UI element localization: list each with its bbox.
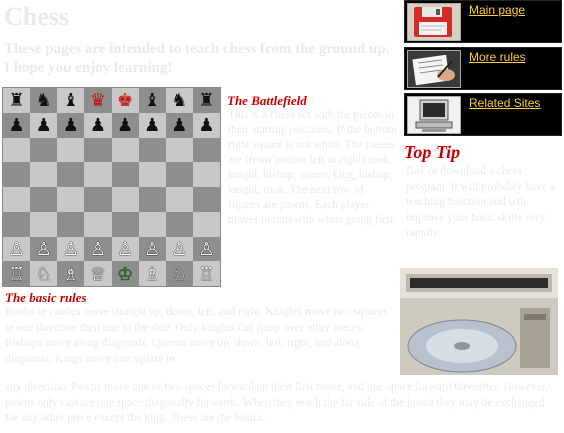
chess-piece: ♙ xyxy=(144,238,161,259)
board-square xyxy=(139,187,166,212)
chess-piece: ♟ xyxy=(171,115,188,136)
board-square xyxy=(30,212,57,237)
chess-piece: ♚ xyxy=(116,90,134,111)
board-square xyxy=(166,187,193,212)
board-square xyxy=(139,212,166,237)
chess-piece: ♟ xyxy=(144,115,161,136)
board-square xyxy=(30,88,57,113)
board-square xyxy=(3,212,30,237)
top-tip-text: Buy or download a chess program. It will probably have a teaching function and will improve your basic skills very rapidly. xyxy=(406,165,555,239)
chess-piece: ♟ xyxy=(62,115,79,136)
board-square xyxy=(193,237,220,262)
board-square xyxy=(112,187,139,212)
chess-piece: ♙ xyxy=(116,238,134,259)
chess-piece: ♟ xyxy=(8,115,25,136)
hand-writing-icon xyxy=(407,50,461,88)
page-title: Chess xyxy=(4,2,70,31)
chess-piece: ♕ xyxy=(89,263,106,284)
board-square xyxy=(193,261,220,286)
top-tip-heading: Top Tip xyxy=(404,142,461,162)
basic-rules-text: Rooks or castles move straight up, down, left, and right. Knights move two squares in one direction then one to the side. Only knights can jump over other pieces. Bishops move along diagonals. Queens move up, down, left, right, and along diagonals. Kings move one square in xyxy=(5,306,388,365)
board-square xyxy=(166,162,193,187)
board-square xyxy=(193,88,220,113)
board-square xyxy=(57,212,84,237)
chess-piece: ♟ xyxy=(198,115,215,136)
board-square xyxy=(166,237,193,262)
chess-piece: ♟ xyxy=(35,115,52,136)
board-square xyxy=(84,113,111,138)
board-square xyxy=(30,237,57,262)
board-square xyxy=(57,138,84,163)
chess-piece: ♙ xyxy=(62,238,79,259)
board-square xyxy=(112,261,139,286)
board-square xyxy=(57,88,84,113)
board-square xyxy=(112,212,139,237)
chess-piece: ♗ xyxy=(144,263,161,284)
battlefield-text: This is a chess set with the pieces in their starting positions. If the bottom right square is not white. The pieces are (from bottom left to right) rook, knight, bishop, queen, king, bishop, knight, rook. The next row of figures are pawns. Each player moves in turn with white going first. xyxy=(228,109,397,226)
chess-piece: ♞ xyxy=(35,90,52,111)
board-square xyxy=(57,162,84,187)
chess-piece: ♟ xyxy=(89,115,106,136)
board-square xyxy=(84,237,111,262)
board-square xyxy=(112,138,139,163)
floppy-disk-icon xyxy=(407,3,461,41)
board-square xyxy=(3,187,30,212)
board-square xyxy=(84,88,111,113)
board-square xyxy=(57,113,84,138)
board-square xyxy=(112,113,139,138)
cd-drive-icon xyxy=(400,268,558,375)
main-page-link[interactable]: Main page xyxy=(469,3,526,17)
chess-piece: ♖ xyxy=(198,263,215,284)
chess-piece: ♝ xyxy=(62,90,79,111)
board-square xyxy=(30,113,57,138)
board-square xyxy=(84,187,111,212)
board-square xyxy=(139,237,166,262)
board-square xyxy=(139,162,166,187)
board-square xyxy=(30,138,57,163)
chess-piece: ♜ xyxy=(198,90,215,111)
board-square xyxy=(84,162,111,187)
chess-piece: ♞ xyxy=(171,90,188,111)
related-sites-link[interactable]: Related Sites xyxy=(469,96,541,110)
nav-main-page[interactable] xyxy=(404,0,562,43)
board-square xyxy=(112,162,139,187)
nav-related-sites[interactable] xyxy=(404,93,562,136)
board-square xyxy=(193,113,220,138)
chess-piece: ♙ xyxy=(8,238,25,259)
board-square xyxy=(139,138,166,163)
board-square xyxy=(84,138,111,163)
board-square xyxy=(193,187,220,212)
board-square xyxy=(193,212,220,237)
board-square xyxy=(166,212,193,237)
chess-piece: ♗ xyxy=(62,263,79,284)
board-square xyxy=(57,187,84,212)
basic-rules-text-continued: any direction. Pawns move one or two spaces forward on their first move, and one space forward thereafter. However, pawns only capture one space diagonally forwards. When they reach the far side of the board they may be exchanged for any other piece except the king. These are the basics. xyxy=(5,381,549,424)
nav-more-rules[interactable] xyxy=(404,47,562,90)
board-square xyxy=(139,88,166,113)
chess-piece: ♙ xyxy=(198,238,215,259)
board-square xyxy=(84,212,111,237)
board-square xyxy=(166,138,193,163)
board-square xyxy=(193,162,220,187)
board-square xyxy=(3,88,30,113)
chess-piece: ♘ xyxy=(35,263,52,284)
board-square xyxy=(166,113,193,138)
chess-piece: ♘ xyxy=(171,263,188,284)
chess-piece: ♛ xyxy=(89,90,106,111)
chess-piece: ♙ xyxy=(35,238,52,259)
intro-text: These pages are intended to teach chess from the ground up. I hope you enjoy learning! xyxy=(4,41,390,76)
more-rules-link[interactable]: More rules xyxy=(469,50,526,64)
board-square xyxy=(166,88,193,113)
board-square xyxy=(166,261,193,286)
chess-piece: ♝ xyxy=(144,90,161,111)
chess-piece: ♙ xyxy=(89,238,106,259)
board-square xyxy=(193,138,220,163)
battlefield-heading: The Battlefield xyxy=(227,93,307,108)
board-square xyxy=(139,261,166,286)
computer-icon xyxy=(407,96,461,134)
board-square xyxy=(84,261,111,286)
board-square xyxy=(30,187,57,212)
chess-board xyxy=(2,87,221,287)
basic-rules-heading: The basic rules xyxy=(5,290,87,305)
board-square xyxy=(57,261,84,286)
board-square xyxy=(3,261,30,286)
chess-piece: ♜ xyxy=(8,90,25,111)
chess-piece: ♔ xyxy=(116,263,134,284)
board-square xyxy=(30,261,57,286)
board-square xyxy=(3,113,30,138)
chess-piece: ♟ xyxy=(116,115,134,136)
chess-piece: ♖ xyxy=(8,263,25,284)
board-square xyxy=(3,138,30,163)
board-square xyxy=(112,237,139,262)
board-square xyxy=(112,88,139,113)
chess-piece: ♙ xyxy=(171,238,188,259)
board-square xyxy=(139,113,166,138)
board-square xyxy=(3,162,30,187)
board-square xyxy=(30,162,57,187)
board-square xyxy=(57,237,84,262)
board-square xyxy=(3,237,30,262)
